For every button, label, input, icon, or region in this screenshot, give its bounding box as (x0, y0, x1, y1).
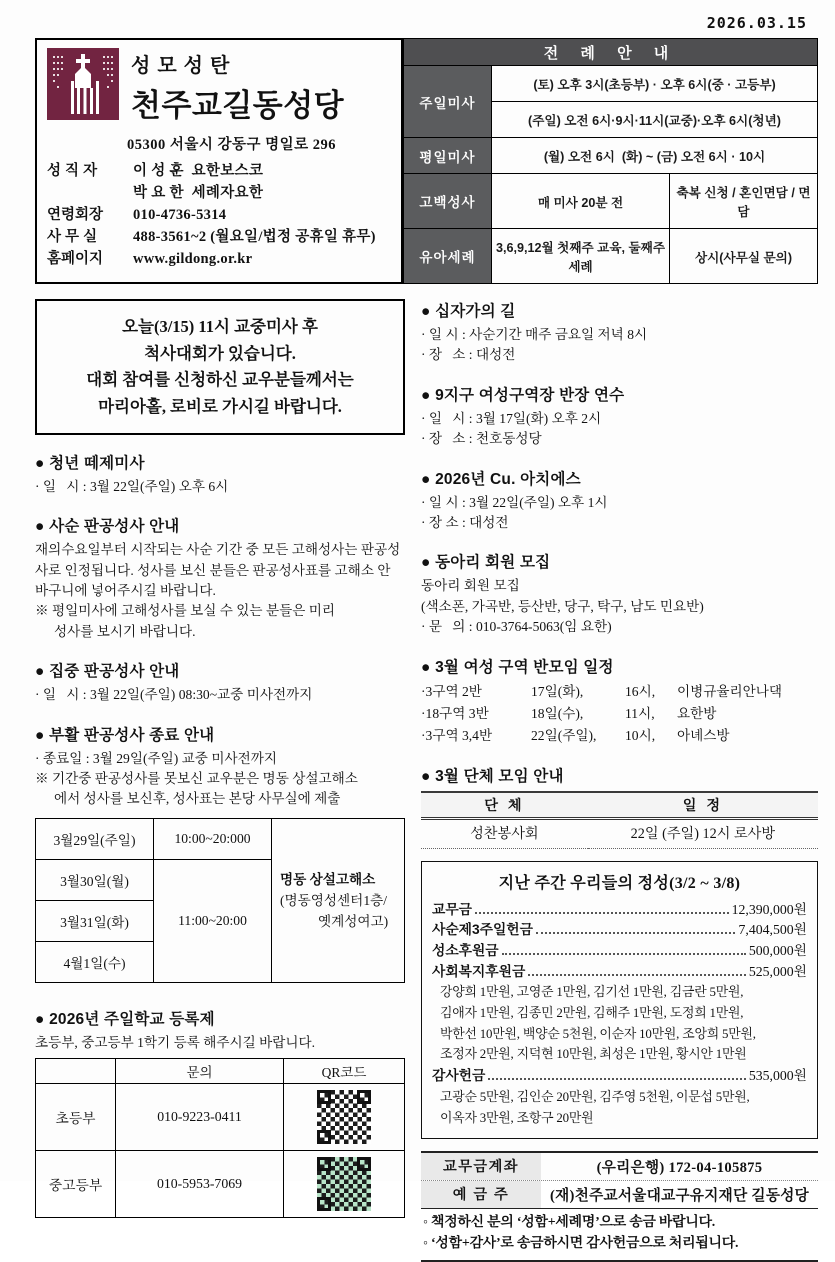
section-line: · 일 시 : 3월 22일(주일) 오후 1시 (421, 494, 608, 510)
section-acies (421, 467, 818, 534)
offering-item (432, 900, 807, 921)
section-line: · 일 시 : 3월 22일(주일) 오후 6시 (35, 478, 229, 494)
org-col-name: 단 체 (421, 792, 588, 819)
account-label: 교무금계좌 (421, 1153, 541, 1180)
liturgy-guide (403, 38, 818, 284)
main-columns (35, 299, 818, 1262)
group-place: 요한방 (677, 705, 717, 721)
conf-date: 3월31일(화) (36, 900, 154, 941)
donor-line: 조정자 2만원, 지덕현 10만원, 최성은 1만원, 황시안 1만원 (440, 1047, 747, 1062)
info-value: 488-3561~2 (월요일/법정 공휴일 휴무) (133, 229, 376, 246)
group-name: ·18구역 3반 (421, 705, 489, 721)
parish-name: 천주교길동성당 (131, 87, 345, 123)
section-line: (색소폰, 가곡반, 등산반, 당구, 탁구, 남도 민요반) (421, 598, 704, 614)
info-value: 박 요 한 세례자요한 (133, 185, 264, 202)
offering-amount: 12,390,000원 (731, 901, 807, 917)
notice-box (35, 299, 405, 435)
section-line: 동아리 회원 모집 (421, 578, 520, 594)
section-title: ● 십자가의 길 (421, 303, 516, 320)
section-line: · 장 소 : 대성전 (421, 347, 516, 363)
section-line: · 장 소 : 천호동성당 (421, 431, 542, 447)
org-name: 성찬봉사회 (470, 825, 539, 842)
offering-box (421, 861, 818, 1140)
notice-line: 오늘(3/15) 11시 교중미사 후 (122, 317, 318, 336)
sunday-school-table (35, 1058, 405, 1218)
liturgy-cell: 축복 신청 / 혼인면담 / 면담 (670, 174, 818, 229)
conf-place-detail: (명동영성센터1층/ (280, 892, 388, 908)
conf-place (272, 818, 405, 982)
conf-time: 10:00~20:000 (154, 818, 272, 859)
qr-finder (317, 1157, 331, 1171)
offering-title: 지난 주간 우리들의 정성(3/2 ~ 3/8) (498, 874, 741, 892)
dot-leader (502, 953, 746, 955)
donor-line: 강양희 1만원, 고영준 1만원, 김기선 1만원, 김금란 5만원, (440, 985, 744, 1000)
info-row (47, 160, 391, 182)
account-note: ◦ ‘성함+감사’로 송금하시면 감사헌금으로 처리됩니다. (423, 1236, 739, 1252)
homepage-url: www.gildong.or.kr (133, 251, 253, 268)
school-qr-cell (284, 1151, 405, 1218)
group-meeting-row (421, 681, 818, 703)
qr-finder (357, 1157, 371, 1171)
section-club-recruit (421, 550, 818, 637)
offering-item (432, 941, 807, 962)
section-note: 에서 성사를 보신후, 성사표는 본당 사무실에 제출 (54, 791, 341, 807)
info-label: 홈페이지 (47, 251, 104, 268)
dot-leader (528, 974, 746, 976)
conf-place-name: 명동 상설고해소 (280, 871, 376, 887)
account-row (421, 1153, 818, 1181)
section-easter-confession (35, 723, 405, 810)
section-note: ※ 기간중 판공성사를 못보신 교우분은 명동 상설고해소 (35, 771, 358, 786)
school-qr-cell (284, 1084, 405, 1151)
info-label (47, 182, 133, 204)
logo-row (47, 48, 391, 125)
qr-finder (317, 1130, 331, 1144)
section-body: 재의수요일부터 시작되는 사순 기간 중 모든 고해성사는 판공성사로 인정됩니다. 성사를 보신 분들은 판공성사표를 고해소 안 바구니에 넣어주시길 바랍니다. (35, 542, 401, 599)
section-title: ● 청년 떼제미사 (35, 454, 145, 472)
conf-date: 3월30일(월) (36, 859, 154, 900)
parish-identity-box (35, 38, 403, 284)
section-org-meetings (421, 764, 818, 849)
church-logo-icon (47, 48, 119, 125)
section-district-training (421, 383, 818, 450)
donor-line: 이옥자 3만원, 조항구 20만원 (440, 1110, 594, 1125)
liturgy-table (403, 38, 818, 284)
section-desc: 초등부, 중고등부 1학기 등록 해주시길 바랍니다. (35, 1034, 316, 1050)
section-line: · 장 소 : 대성전 (421, 514, 509, 530)
info-row (47, 226, 391, 248)
offering-label: 감사헌금 (432, 1068, 486, 1084)
left-column (35, 299, 405, 1262)
org-schedule: 22일 (주일) 12시 로사방 (630, 825, 776, 842)
liturgy-cell: 3,6,9,12월 첫째주 교육, 둘째주 세례 (492, 229, 670, 284)
qr-finder (317, 1197, 331, 1211)
qr-finder (357, 1090, 371, 1104)
info-row (47, 248, 391, 270)
notice-line: 대회 참여를 신청하신 교우분들께서는 (86, 370, 354, 390)
section-line: · 문 의 : 010-3764-5063(임 요한) (421, 619, 612, 635)
offering-label: 교무금 (432, 901, 472, 917)
section-focus-confession (35, 659, 405, 705)
conf-date: 3월29일(주일) (36, 818, 154, 859)
liturgy-cell: (월) 오전 6시 (화) ~ (금) 오전 6시 · 10시 (492, 138, 818, 174)
section-note: 성사를 보시기 바랍니다. (54, 623, 196, 639)
liturgy-cell: (토) 오후 3시(초등부) · 오후 6시(중 · 고등부) (492, 66, 818, 102)
liturgy-row-label: 평일미사 (404, 138, 492, 174)
liturgy-cell: (주일) 오전 6시·9시·11시(교중)·오후 6시(청년) (492, 102, 818, 138)
info-value: 010-4736-5314 (133, 207, 227, 224)
qr-finder (317, 1090, 331, 1104)
group-name: ·3구역 3,4반 (421, 727, 493, 743)
offering-label: 사회복지후원금 (432, 963, 526, 979)
liturgy-cell: 매 미사 20분 전 (492, 174, 670, 229)
section-way-of-cross (421, 299, 818, 366)
notice-line: 마리아홀, 로비로 가시길 바랍니다. (98, 397, 342, 417)
offering-amount: 535,000원 (748, 1068, 807, 1084)
account-row (421, 1181, 818, 1209)
section-sunday-school (35, 1007, 405, 1218)
logo-text (131, 49, 344, 125)
donor-line: 고광순 5만원, 김인순 20만원, 김주영 5천원, 이문섭 5만원, (440, 1089, 750, 1104)
qr-code-icon (317, 1090, 371, 1144)
org-col-schedule: 일 정 (588, 792, 818, 819)
liturgy-row-label: 고백성사 (404, 174, 492, 229)
myeongdong-confession-table (35, 818, 405, 983)
group-time: 11시, (625, 705, 655, 721)
parish-address: 05300 서울시 강동구 명일로 296 (127, 137, 337, 153)
info-row (47, 182, 391, 204)
section-title: ● 부활 판공성사 종료 안내 (35, 726, 215, 744)
group-time: 16시, (625, 683, 656, 699)
dot-leader (475, 912, 729, 914)
liturgy-title: 전 례 안 내 (404, 39, 818, 66)
school-col-empty (36, 1059, 116, 1084)
offering-label: 사순제3주일헌금 (432, 922, 533, 938)
info-value: 이 성 훈 요한보스코 (133, 163, 264, 179)
account-note: ◦ 책정하신 분의 ‘성함+세례명’으로 송금 바랍니다. (423, 1215, 716, 1231)
group-date: 17일(화), (531, 683, 584, 699)
offering-amount: 500,000원 (748, 942, 807, 958)
offering-item (432, 1066, 807, 1087)
liturgy-row-label: 유아세례 (404, 229, 492, 284)
account-holder: (재)천주교서울대교구유지재단 길동성당 (549, 1188, 810, 1205)
school-col-qr: QR코드 (284, 1059, 405, 1084)
info-label: 성 직 자 (47, 163, 98, 179)
liturgy-row-label: 주일미사 (404, 66, 492, 138)
logo-subtitle: 성모성탄 (131, 54, 237, 77)
conf-time: 11:00~20:00 (154, 859, 272, 982)
section-note: ※ 평일미사에 고해성사를 보실 수 있는 분들은 미리 (35, 603, 336, 619)
school-name: 중고등부 (36, 1151, 116, 1218)
donor-line: 김애자 1만원, 김종민 2만원, 김해주 1만원, 도정희 1만원, (440, 1006, 744, 1021)
qr-code-icon (317, 1157, 371, 1211)
dot-leader (536, 932, 736, 934)
conf-place-detail: 옛계성여고) (318, 913, 389, 929)
issue-date: 2026.03.15 (706, 14, 807, 32)
dot-leader (488, 1078, 746, 1080)
section-title: ● 2026년 주일학교 등록제 (35, 1010, 215, 1028)
donor-line: 박한선 10만원, 백양순 5천원, 이순자 10만원, 조앙희 5만원, (440, 1026, 756, 1041)
group-meeting-row (421, 703, 818, 725)
section-lent-confession (35, 514, 405, 642)
info-label: 사 무 실 (47, 229, 98, 246)
conf-date: 4월1일(수) (36, 941, 154, 982)
org-meetings-table (421, 791, 818, 849)
group-time: 10시, (625, 727, 656, 743)
group-date: 18일(수), (531, 705, 584, 721)
section-line: · 종료일 : 3월 29일(주일) 교중 미사전까지 (35, 750, 277, 766)
info-row (47, 204, 391, 226)
section-line: · 일 시 : 3월 22일(주일) 08:30~교중 미사전까지 (35, 687, 313, 703)
section-title: ● 2026년 Cu. 아치에스 (421, 470, 581, 488)
section-title: ● 집중 판공성사 안내 (35, 663, 180, 681)
section-line: · 일 시 : 사순기간 매주 금요일 저녁 8시 (421, 327, 648, 342)
group-place: 아녜스방 (677, 727, 730, 743)
section-title: ● 3월 단체 모임 안내 (421, 767, 564, 785)
account-info (421, 1151, 818, 1262)
account-notes (421, 1209, 818, 1262)
notice-line: 척사대회가 있습니다. (144, 343, 296, 363)
liturgy-cell: 상시(사무실 문의) (670, 229, 818, 284)
section-title: ● 9지구 여성구역장 반장 연수 (421, 386, 625, 404)
account-label: 예 금 주 (421, 1181, 541, 1208)
school-name: 초등부 (36, 1084, 116, 1151)
section-line: · 일 시 : 3월 17일(화) 오후 2시 (421, 410, 602, 426)
section-group-meetings (421, 655, 818, 747)
section-title: ● 3월 여성 구역 반모임 일정 (421, 658, 614, 676)
offering-item (432, 920, 807, 941)
offering-item (432, 962, 807, 983)
group-name: ·3구역 2반 (421, 683, 482, 699)
school-phone: 010-5953-7069 (116, 1151, 284, 1218)
group-date: 22일(주일), (531, 727, 597, 743)
group-place: 이병규율리안나댁 (677, 683, 783, 699)
offering-amount: 525,000원 (748, 963, 807, 979)
school-col-contact: 문의 (116, 1059, 284, 1084)
group-meeting-row (421, 725, 818, 747)
school-phone: 010-9223-0411 (116, 1084, 284, 1151)
right-column (421, 299, 818, 1262)
section-title: ● 사순 판공성사 안내 (35, 518, 180, 536)
info-label: 연령회장 (47, 207, 104, 224)
section-title: ● 동아리 회원 모집 (421, 554, 551, 572)
header (35, 38, 818, 284)
offering-label: 성소후원금 (432, 942, 499, 958)
section-taize-mass (35, 451, 405, 497)
offering-amount: 7,404,500원 (738, 922, 807, 938)
account-number: (우리은행) 172-04-105875 (596, 1160, 763, 1177)
